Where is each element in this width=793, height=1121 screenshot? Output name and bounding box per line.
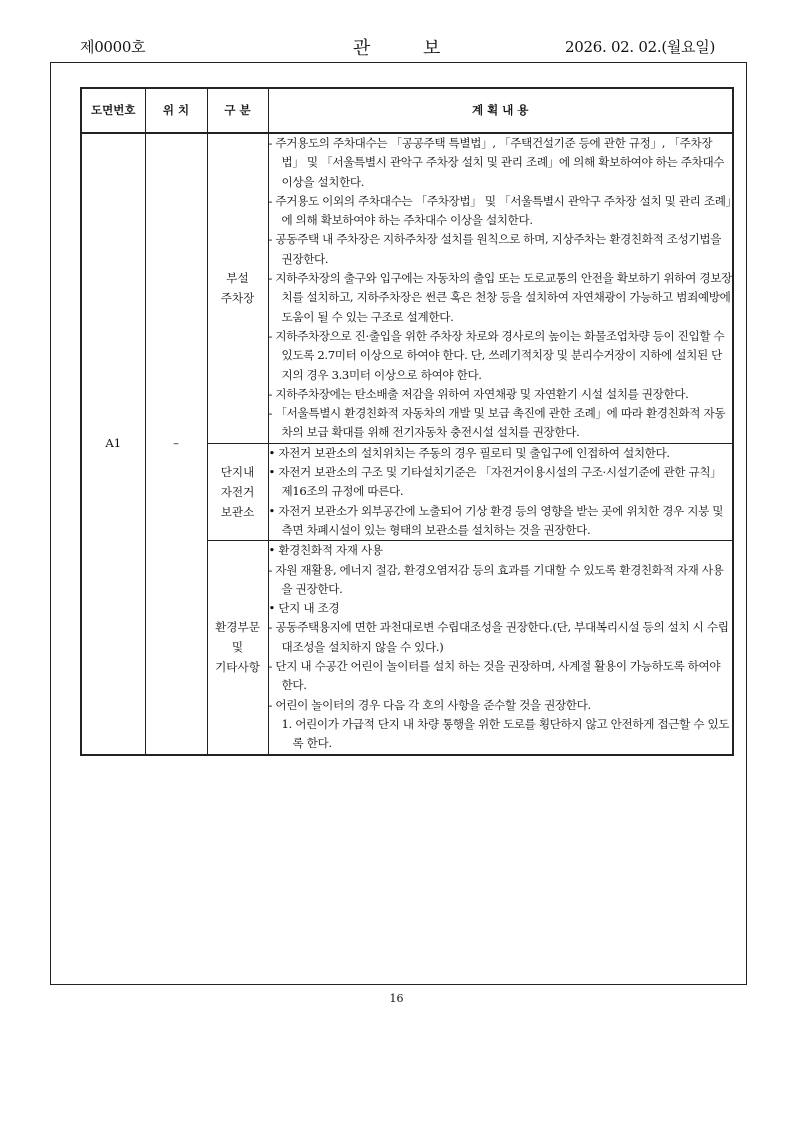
page-frame-right xyxy=(746,62,747,984)
category-label: 보관소 xyxy=(220,504,255,519)
page-frame-left xyxy=(50,62,51,984)
location-cell: – xyxy=(145,133,207,755)
category-label: 환경부문 xyxy=(215,620,260,635)
header-category: 구 분 xyxy=(207,88,268,133)
content-line: - 공동주택 내 주차장은 지하주차장 설치를 원칙으로 하며, 지상주차는 환경친화적 조성기법을 권장한다. xyxy=(268,232,722,266)
content-line: - 어린이 놀이터의 경우 다음 각 호의 사항을 준수할 것을 권장한다. xyxy=(268,697,591,712)
category-label: 단지내 xyxy=(220,464,255,479)
content-line: - 공동주택용지에 면한 과천대로변 수립대조성을 권장한다.(단, 부대복리시설 등의 설치 시 수립대조성을 설치하지 않을 수 있다.) xyxy=(268,620,729,654)
content-line: • 단지 내 조경 xyxy=(268,601,340,616)
content-line: - 자원 재활용, 에너지 절감, 환경오염저감 등의 효과를 기대할 수 있도록 환경친화적 자재 사용을 권장한다. xyxy=(268,562,724,596)
content-line: • 자전거 보관소가 외부공간에 노출되어 기상 환경 등의 영향을 받는 곳에 위치한 경우 지붕 및 측면 차폐시설이 있는 형태의 보관소를 설치하는 것을 권장한다. xyxy=(268,503,724,537)
page-frame-bottom xyxy=(50,984,747,985)
issue-number: 제0000호 xyxy=(80,38,146,56)
issue-date: 2026. 02. 02.(월요일) xyxy=(565,38,715,56)
category-label: 주차장 xyxy=(220,291,255,306)
content-line: - 지하주차장의 출구와 입구에는 자동차의 출입 또는 도로교통의 안전을 확보하기 위하여 경보장치를 설치하고, 지하주차장은 썬큰 혹은 천창 등을 설치하여 자연채광이 가능하고 범죄예방에 도움이 될 수 있는 구조로 설계한다. xyxy=(268,271,732,324)
gazette-title: 관 보 xyxy=(352,38,441,59)
drawing-number-cell: A1 xyxy=(81,133,145,755)
content-line: 1. 어린이가 가급적 단지 내 차량 통행을 위한 도로를 횡단하지 않고 안전하게 접근할 수 있도록 한다. xyxy=(281,716,730,751)
content-line: - 「서울특별시 환경친화적 자동차의 개발 및 보급 촉진에 관한 조례」에 따라 환경친화적 자동차의 보급 확대를 위해 전기자동차 충전시설 설치를 권장한다. xyxy=(268,406,726,440)
plan-table xyxy=(80,87,734,756)
header-drawing-no: 도면번호 xyxy=(81,88,145,133)
content-line: - 주거용도 이외의 주차대수는 「주차장법」 및 「서울특별시 관악구 주차장 설치 및 관리 조례」에 의해 확보하여야 하는 주차대수 이상을 설치한다. xyxy=(268,193,732,228)
content-line: • 자전거 보관소의 설치위치는 주동의 경우 필로티 및 출입구에 인접하여 설치한다. xyxy=(268,445,670,460)
content-cell-bicycle xyxy=(268,443,733,540)
header-plan-content: 계 획 내 용 xyxy=(268,88,733,133)
table-header-row xyxy=(81,88,733,133)
content-line: - 단지 내 수공간 어린이 놀이터를 설치 하는 것을 권장하며, 사계절 활용이 가능하도록 하여야 한다. xyxy=(268,659,721,693)
category-cell-environment xyxy=(207,541,268,755)
header-location: 위 치 xyxy=(145,88,207,133)
content-line: - 주거용도의 주차대수는 「공공주택 특별법」, 「주택건설기준 등에 관한 규정」, 「주차장법」 및 「서울특별시 관악구 주차장 설치 및 관리 조례」에 의해 확보하여야 하는 주차대수 이상을 설치한다. xyxy=(268,136,725,189)
category-cell-parking xyxy=(207,133,268,443)
table-row xyxy=(81,133,733,443)
category-label: 자전거 xyxy=(220,484,255,499)
content-line: - 지하주차장으로 진·출입을 위한 주차장 차로와 경사로의 높이는 화물조업차량 등이 진입할 수 있도록 2.7미터 이상으로 하여야 한다. 단, 쓰레기적치장 및 분리수거장이 지하에 설치된 단지의 경우 3.3미터 이상으로 하여야 한다. xyxy=(268,328,725,382)
page-number: 16 xyxy=(389,992,404,1005)
content-cell-parking xyxy=(268,133,733,443)
content-line: • 자전거 보관소의 구조 및 기타설치기준은 「자전거이용시설의 구조·시설기준에 관한 규칙」 제16조의 규정에 따른다. xyxy=(268,465,722,499)
category-label: 및 xyxy=(231,640,244,655)
category-label: 기타사항 xyxy=(215,660,260,675)
content-cell-environment xyxy=(268,541,733,755)
content-line: - 지하주차장에는 탄소배출 저감을 위하여 자연채광 및 자연환기 시설 설치를 권장한다. xyxy=(268,386,689,401)
category-cell-bicycle xyxy=(207,443,268,540)
header-rule xyxy=(50,62,747,63)
category-label: 부설 xyxy=(226,271,249,286)
content-line: • 환경친화적 자재 사용 xyxy=(268,543,383,558)
